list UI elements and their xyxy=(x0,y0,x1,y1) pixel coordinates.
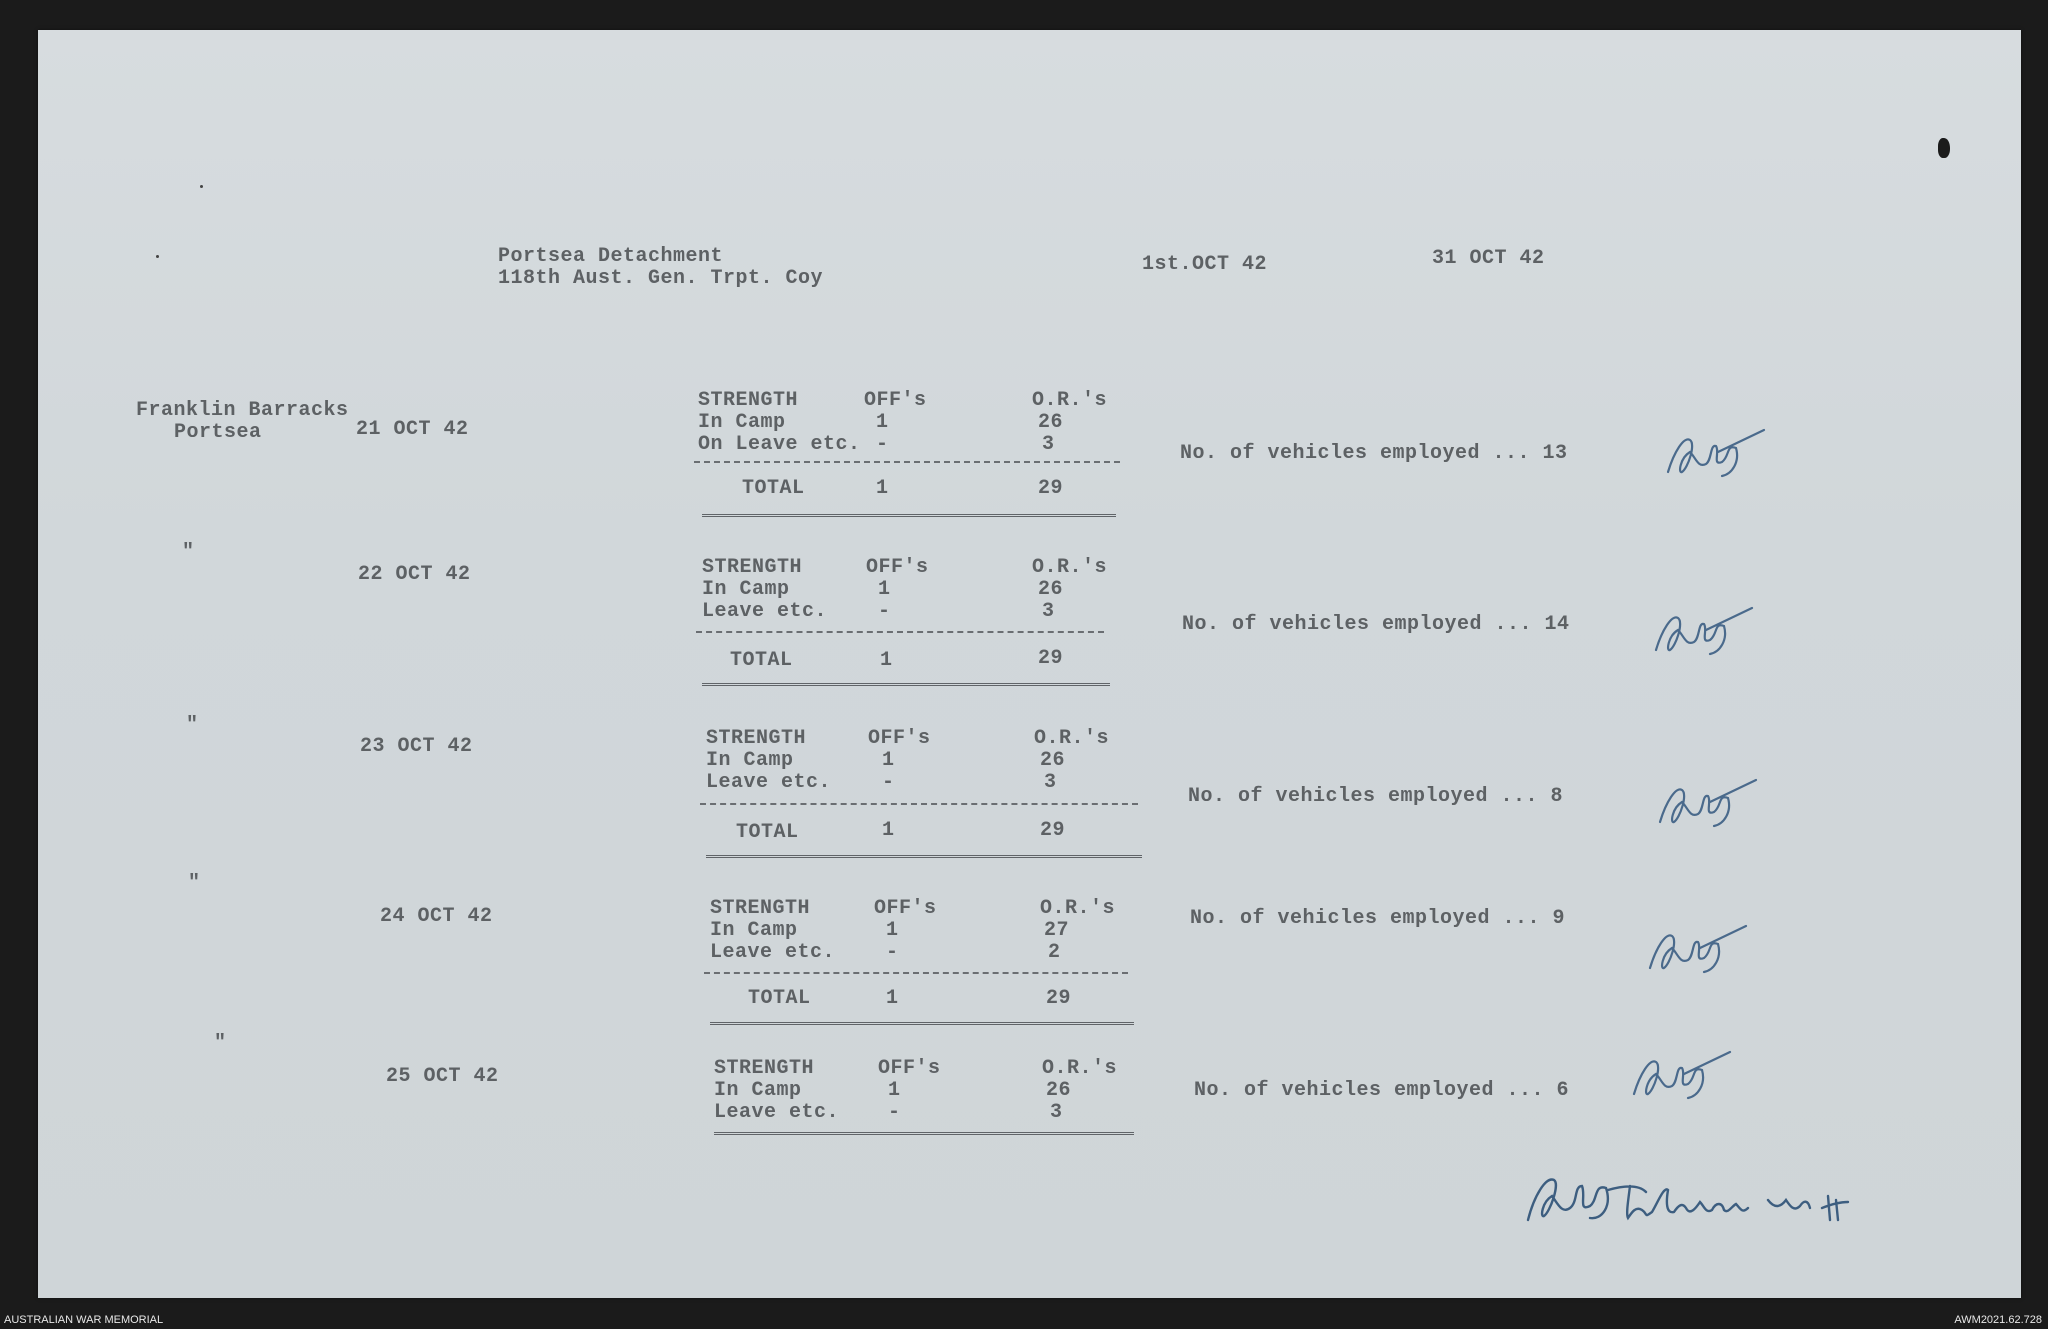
row1-label: In Camp xyxy=(702,578,790,601)
row2-ors: 3 xyxy=(1044,771,1057,794)
vehicles-employed: No. of vehicles employed ... 8 xyxy=(1188,785,1564,808)
row2-ors: 3 xyxy=(1042,600,1055,623)
vehicles-employed: No. of vehicles employed ... 14 xyxy=(1182,613,1570,636)
ors-label: O.R.'s xyxy=(1032,389,1108,412)
total-ors: 29 xyxy=(1038,647,1064,670)
row2-label: Leave etc. xyxy=(710,941,836,964)
row1-offs: 1 xyxy=(878,578,891,601)
row2-ors: 3 xyxy=(1050,1101,1063,1124)
row1-offs: 1 xyxy=(888,1079,901,1102)
double-rule xyxy=(702,514,1116,517)
total-ors: 29 xyxy=(1046,987,1072,1010)
punch-hole xyxy=(1938,138,1950,158)
row2-label: Leave etc. xyxy=(714,1101,840,1124)
ors-label: O.R.'s xyxy=(1040,897,1116,920)
row1-label: In Camp xyxy=(706,749,794,772)
strength-label: STRENGTH xyxy=(706,727,807,750)
total-offs: 1 xyxy=(880,649,893,672)
total-label: TOTAL xyxy=(736,821,799,844)
total-ors: 29 xyxy=(1038,477,1064,500)
total-label: TOTAL xyxy=(742,477,805,500)
ors-label: O.R.'s xyxy=(1032,556,1108,579)
row1-ors: 26 xyxy=(1038,578,1064,601)
row1-ors: 26 xyxy=(1038,411,1064,434)
vehicles-employed: No. of vehicles employed ... 9 xyxy=(1190,907,1566,930)
row2-ors: 2 xyxy=(1048,941,1061,964)
ditto-mark: " xyxy=(188,872,201,895)
offs-label: OFF's xyxy=(868,727,931,750)
row2-label: Leave etc. xyxy=(702,600,828,623)
period-end: 31 OCT 42 xyxy=(1432,247,1545,270)
vehicles-employed: No. of vehicles employed ... 13 xyxy=(1180,442,1568,465)
strength-label: STRENGTH xyxy=(702,556,803,579)
row1-ors: 26 xyxy=(1040,749,1066,772)
initials-signature xyxy=(1652,772,1762,842)
initials-signature xyxy=(1648,600,1758,670)
offs-label: OFF's xyxy=(864,389,927,412)
row1-offs: 1 xyxy=(876,411,889,434)
row1-offs: 1 xyxy=(886,919,899,942)
row2-offs: - xyxy=(878,600,891,623)
strength-label: STRENGTH xyxy=(714,1057,815,1080)
offs-label: OFF's xyxy=(874,897,937,920)
double-rule xyxy=(714,1132,1134,1135)
total-offs: 1 xyxy=(876,477,889,500)
ditto-mark: " xyxy=(182,541,195,564)
row2-label: On Leave etc. xyxy=(698,433,861,456)
unit-line-2: 118th Aust. Gen. Trpt. Coy xyxy=(498,267,824,290)
row2-ors: 3 xyxy=(1042,433,1055,456)
double-rule xyxy=(706,855,1142,858)
total-offs: 1 xyxy=(886,987,899,1010)
ors-label: O.R.'s xyxy=(1034,727,1110,750)
row2-label: Leave etc. xyxy=(706,771,832,794)
double-rule xyxy=(702,683,1110,686)
total-offs: 1 xyxy=(882,819,895,842)
rule xyxy=(704,972,1128,974)
period-start: 1st.OCT 42 xyxy=(1142,253,1268,276)
ditto-mark: " xyxy=(186,714,199,737)
row1-label: In Camp xyxy=(710,919,798,942)
row1-label: In Camp xyxy=(698,411,786,434)
total-ors: 29 xyxy=(1040,819,1066,842)
offs-label: OFF's xyxy=(866,556,929,579)
strength-label: STRENGTH xyxy=(710,897,811,920)
paper-speck xyxy=(200,185,203,188)
officer-signature xyxy=(1518,1156,1898,1236)
vehicles-employed: No. of vehicles employed ... 6 xyxy=(1194,1079,1570,1102)
location-line-2: Portsea xyxy=(174,421,262,444)
document-sheet xyxy=(38,30,2021,1298)
entry-date: 24 OCT 42 xyxy=(380,905,493,928)
ditto-mark: " xyxy=(214,1032,227,1055)
archive-reference: AWM2021.62.728 xyxy=(1954,1314,2042,1326)
entry-date: 23 OCT 42 xyxy=(360,735,473,758)
strength-label: STRENGTH xyxy=(698,389,799,412)
entry-date: 22 OCT 42 xyxy=(358,563,471,586)
row2-offs: - xyxy=(888,1101,901,1124)
archive-credit: AUSTRALIAN WAR MEMORIAL xyxy=(4,1314,164,1326)
row1-offs: 1 xyxy=(882,749,895,772)
row1-ors: 26 xyxy=(1046,1079,1072,1102)
initials-signature xyxy=(1660,422,1770,492)
paper-speck xyxy=(156,255,159,258)
double-rule xyxy=(710,1022,1134,1025)
row2-offs: - xyxy=(886,941,899,964)
entry-date: 21 OCT 42 xyxy=(356,418,469,441)
rule xyxy=(694,461,1120,463)
entry-date: 25 OCT 42 xyxy=(386,1065,499,1088)
unit-line-1: Portsea Detachment xyxy=(498,245,724,268)
total-label: TOTAL xyxy=(748,987,811,1010)
initials-signature xyxy=(1642,918,1752,988)
rule xyxy=(700,803,1138,805)
row2-offs: - xyxy=(882,771,895,794)
rule xyxy=(696,631,1104,633)
row2-offs: - xyxy=(876,433,889,456)
location-line-1: Franklin Barracks xyxy=(136,399,349,422)
row1-label: In Camp xyxy=(714,1079,802,1102)
initials-signature xyxy=(1626,1044,1736,1114)
total-label: TOTAL xyxy=(730,649,793,672)
row1-ors: 27 xyxy=(1044,919,1070,942)
ors-label: O.R.'s xyxy=(1042,1057,1118,1080)
offs-label: OFF's xyxy=(878,1057,941,1080)
